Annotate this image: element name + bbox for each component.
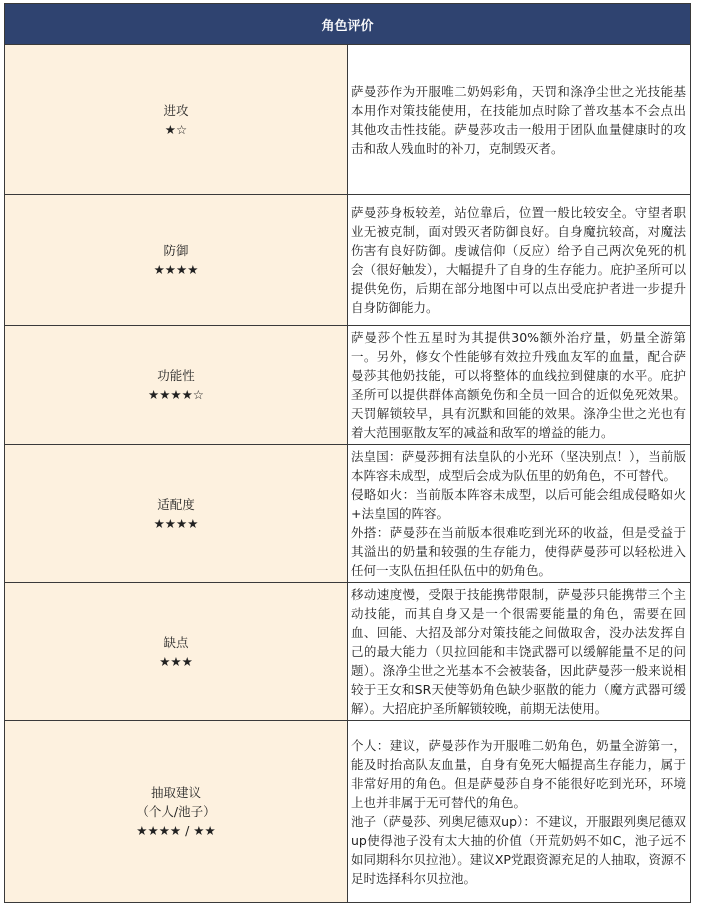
row-label-rating: ★☆ <box>164 121 188 137</box>
row-content-text: 个人：建议，萨曼莎作为开服唯二奶角色，奶量全游第一，能及时抬高队友血量，自身有免死大幅提高生存能力，属于非常好用的角色。但是萨曼莎自身不能很好吃到光环，环境上也并非属于无可替代的角色。 <box>351 737 686 810</box>
row-content-text: 池子（萨曼莎、列奥尼德双up）：不建议，开服跟列奥尼德双up使得池子没有太大抽的价值（开荒奶妈不如C，池子远不如同期科尔贝拉池）。建议XP党跟资源充足的人抽取，资源不足时选择科尔贝拉池。 <box>351 813 686 886</box>
table-row-weaknesses <box>5 583 691 721</box>
row-label-name: 抽取建议 <box>150 785 201 800</box>
row-content-defense <box>348 195 691 326</box>
row-label-name: 进攻 <box>163 102 189 118</box>
row-label-rating: ★★★★☆ <box>147 387 205 402</box>
row-content-text: 侵略如火：当前版本阵容未成型，以后可能会组成侵略如火+法皇国的阵容。 <box>351 487 686 521</box>
row-content-text: 法皇国：萨曼莎拥有法皇队的小光环（坚决别点！），当前版本阵容未成型，成型后会成为队伍里的奶角色，不可替代。 <box>351 449 686 483</box>
row-label-attack <box>5 45 348 195</box>
row-content-text: 萨曼莎身板较差，站位靠后，位置一般比较安全。守望者职业无被克制，面对毁灭者防御良好。自身魔抗较高，对魔法伤害有良好防御。虔诚信仰（反应）给予自己两次免死的机会（很好触发），大幅提升了自身的生存能力。庇护圣所可以提供免伤，后期在部分地图中可以点出受庇护者进一步提升自身防御能力。 <box>351 205 686 315</box>
row-label-subtitle: （个人/池子） <box>136 804 216 819</box>
character-evaluation-table <box>4 3 691 903</box>
row-label-rating: ★★★★ <box>153 262 199 277</box>
row-content-utility <box>348 326 691 445</box>
row-content-text: 萨曼莎作为开服唯二奶妈彩角，天罚和涤净尘世之光技能基本用作对策技能使用，在技能加点时除了普攻基本不会点出其他攻击性技能。萨曼莎攻击一般用于团队血量健康时的攻击和敌人残血时的补刀，克制毁灭者。 <box>351 83 686 156</box>
row-label-weaknesses <box>5 583 348 721</box>
row-label-name: 防御 <box>163 243 189 258</box>
table-row-utility <box>5 326 691 445</box>
row-content-text: 萨曼莎个性五星时为其提供30%额外治疗量，奶量全游第一。另外，修女个性能够有效拉升残血友军的血量，配合萨曼莎其他奶技能，可以将整体的血线拉到健康的水平。庇护圣所可以提供群体高额免伤和全员一回合的近似免死效果。天罚解锁较早，具有沉默和回能的效果。涤净尘世之光也有着大范围驱散友军的减益和敌军的增益的能力。 <box>351 330 686 440</box>
row-content-compatibility <box>348 445 691 583</box>
table-row-compatibility <box>5 445 691 583</box>
table-row-defense <box>5 195 691 326</box>
row-label-rating: ★★★★ / ★★ <box>136 823 216 838</box>
row-content-pull-advice <box>348 721 691 903</box>
row-label-pull-advice <box>5 721 348 903</box>
row-content-attack <box>348 45 691 195</box>
row-label-rating: ★★★★ <box>153 515 199 531</box>
row-label-name: 适配度 <box>157 496 195 512</box>
row-label-name: 缺点 <box>163 634 189 650</box>
table-title: 角色评价 <box>5 4 691 45</box>
row-label-compatibility <box>5 445 348 583</box>
row-label-rating: ★★★ <box>159 653 193 669</box>
table-header-row <box>5 4 691 45</box>
row-label-utility <box>5 326 348 445</box>
row-content-text: 移动速度慢，受限于技能携带限制，萨曼莎只能携带三个主动技能，而其自身又是一个很需要能量的角色，需要在回血、回能、大招及部分对策技能之间做取舍，没办法发挥自己的最大能力（贝拉回能和丰饶武器可以缓解能量不足的问题）。涤净尘世之光基本不会被装备，因此萨曼莎一般来说相较于王女和SR天使等奶角色缺少驱散的能力（魔方武器可缓解）。大招庇护圣所解锁较晚，前期无法使用。 <box>351 587 686 716</box>
row-label-defense <box>5 195 348 326</box>
table-row-pull-advice <box>5 721 691 903</box>
row-content-text: 外搭：萨曼莎在当前版本很难吃到光环的收益，但是受益于其溢出的奶量和较强的生存能力，使得萨曼莎可以轻松进入任何一支队伍担任队伍中的奶角色。 <box>351 525 686 578</box>
table-row-attack <box>5 45 691 195</box>
row-label-name: 功能性 <box>157 368 195 383</box>
row-content-weaknesses <box>348 583 691 721</box>
